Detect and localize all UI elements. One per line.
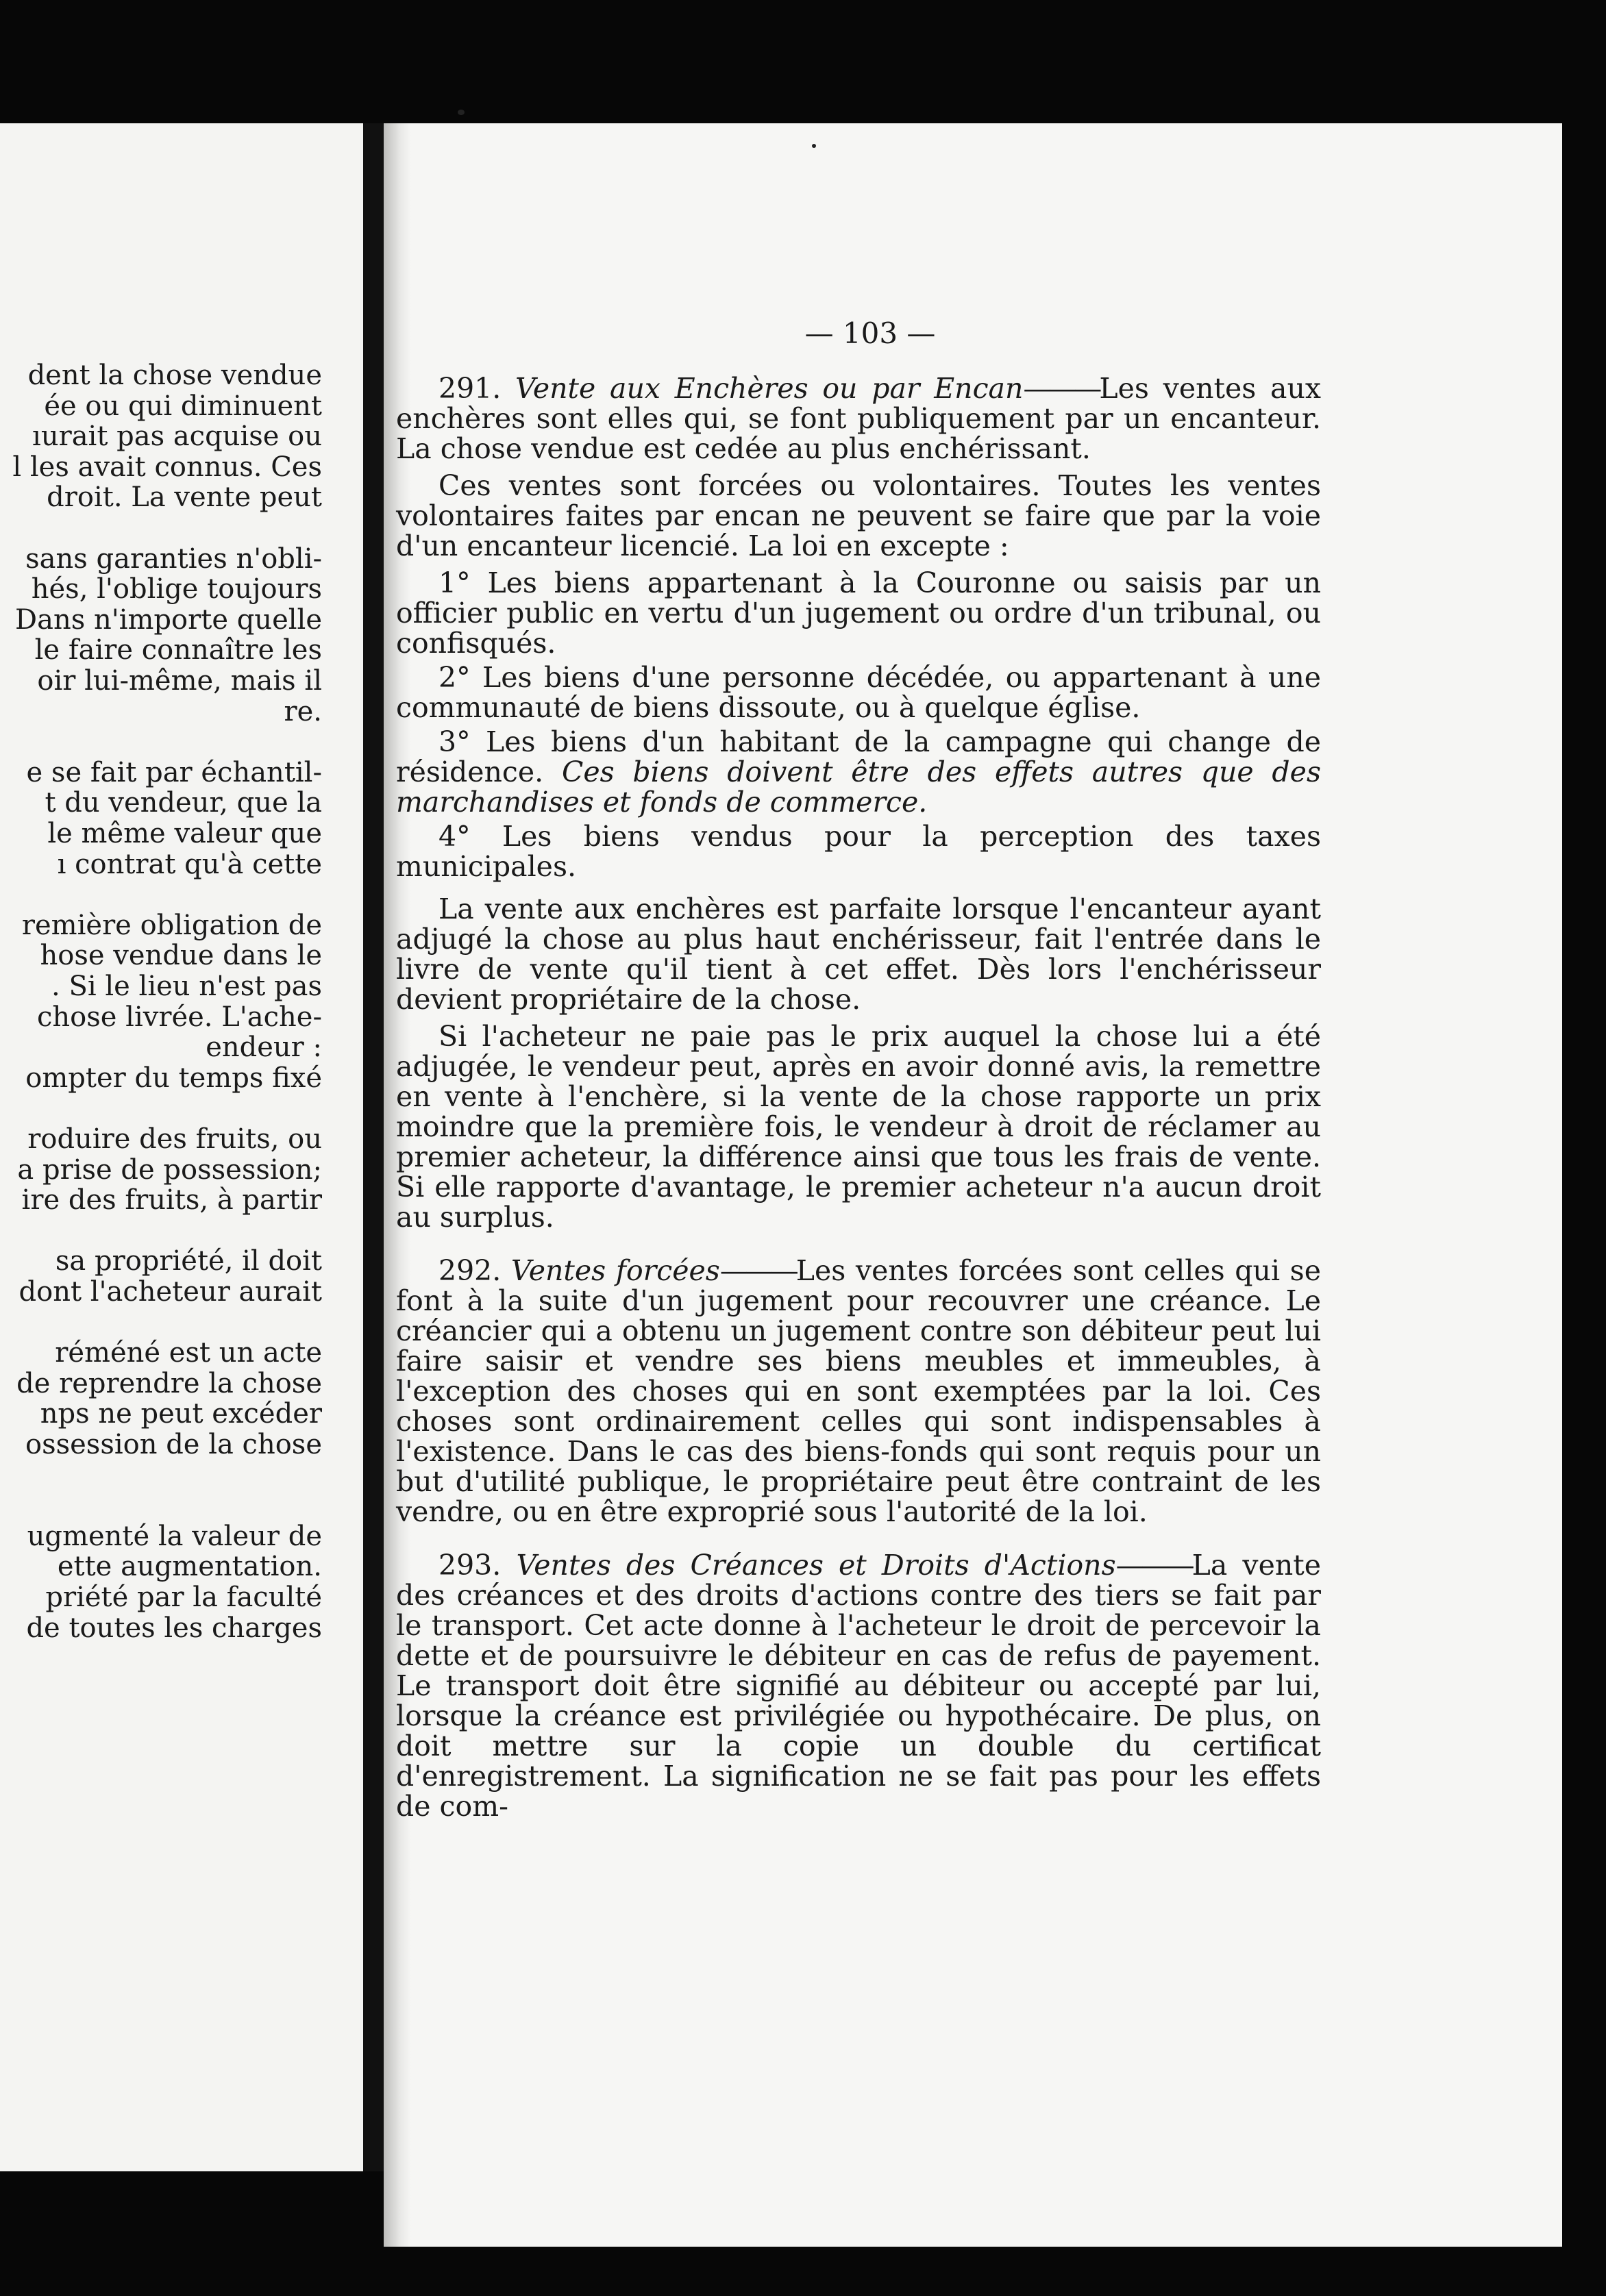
section-292-dash: ——— [719,1254,796,1287]
left-page-line: hés, l'oblige toujours [31,573,322,606]
book-spine [363,123,384,2171]
section-293-number: 293. [438,1549,502,1582]
left-page [0,123,363,2171]
left-page-line: ı contrat qu'à cette [57,848,322,880]
section-292-title: Ventes forcées [510,1254,720,1287]
section-291-title: Vente aux Enchères ou par Encan [515,372,1024,405]
section-291-item-2: 2° Les biens d'une personne décédée, ou appartenant à une communauté de biens dissoute, ou à quelque église. [396,661,1321,724]
section-292-paragraph [396,1256,1321,1527]
left-page-line: ugmenté la valeur de [27,1520,322,1552]
section-293-text: La vente des créances et des droits d'actions contre des tiers se fait par le transport. Cet acte donne à l'acheteur le droit de percevoir la dette et de poursuivre le débiteur en cas de refus de payement. Le transport doit être signifié au débiteur ou accepté par lui, lorsque la créance est privilégiée ou hypothécaire. De plus, on doit mettre sur la copie un double du certificat d'enregistrement. La signification ne se fait pas pour les effets de com- [396,1549,1321,1823]
section-291-paragraph-3: La vente aux enchères est parfaite lorsque l'encanteur ayant adjugé la chose au plus haut enchérisseur, fait l'entrée dans le livre de vente qu'il tient à cet effet. Dès lors l'enchérisseur devient propriétaire de la chose. [396,893,1321,1016]
left-page-line: oir lui-même, mais il [37,665,322,697]
left-page-line: sa propriété, il doit [55,1245,322,1277]
left-page-line: re. [284,695,322,727]
left-page-line: remière obligation de [21,909,322,941]
left-page-line: t du vendeur, que la [45,787,322,819]
section-291-text-1: Les ventes aux enchères sont elles qui, se font publiquement par un encanteur. La chose vendue est cedée au plus enchérissant. [396,372,1321,465]
left-page-line: endeur : [206,1032,322,1064]
left-page-line: ire des fruits, à partir [21,1184,322,1216]
left-page-line: le même valeur que [47,818,322,849]
left-page-line: e se fait par échantil- [26,756,322,788]
left-page-line: réméné est un acte [55,1337,322,1369]
left-page-line: ossession de la chose [25,1429,322,1460]
left-page-line: priété par la faculté [45,1582,322,1613]
section-291-paragraph-2: Ces ventes sont forcées ou volontaires. Toutes les ventes volontaires faites par encan ne peuvent se faire que par la voie d'un encanteur licencié. La loi en excepte : [396,469,1321,562]
left-page-line: dont l'acheteur aurait [18,1276,322,1308]
left-page-line: droit. La vente peut [47,482,322,514]
left-page-line: chose livrée. L'ache- [37,1001,322,1033]
section-292-text: Les ventes forcées sont celles qui se font à la suite d'un jugement pour recouvrer une créance. Le créancier qui a obtenu un jugement contre son débiteur peut lui faire saisir et vendre ses biens meubles et immeubles, à l'exception des choses qui en sont exemptées par la loi. Ces choses sont ordinairement celles qui sont indispensables à l'existence. Dans le cas des biens-fonds qui sont requis pour un but d'utilité publique, le propriétaire peut être contraint de les vendre, ou en être exproprié sous l'autorité de la loi. [396,1254,1321,1528]
section-291-item-3 [396,727,1321,817]
left-page-line: l les avait connus. Ces [12,451,322,483]
section-291-item-4: 4° Les biens vendus pour la perception des taxes municipales. [396,820,1321,883]
left-page-line: Dans n'importe quelle [15,603,322,636]
section-292-number: 292. [438,1254,502,1287]
dust-speck [458,110,465,115]
section-291-dash: ——— [1023,372,1100,405]
left-page-line: ıurait pas acquise ou [32,421,322,453]
left-page-line: hose vendue dans le [40,940,322,972]
left-page-line: ée ou qui diminuent [44,390,322,422]
left-page-line: nps ne peut excéder [40,1398,322,1430]
section-291-item-3-note: Ces biens doivent être des effets autres que des marchandises et fonds de commerce. [396,756,1321,819]
left-page-line: roduire des fruits, ou [27,1123,322,1155]
left-page-line: a prise de possession; [17,1153,322,1186]
section-291-paragraph-4: Si l'acheteur ne paie pas le prix auquel la chose lui a été adjugée, le vendeur peut, après en avoir donné avis, la remettre en vente à l'enchère, si la vente de la chose rapporte un prix moindre que la première fois, le vendeur à droit de réclamer au premier acheteur, la différence ainsi que tous les frais de vente. Si elle rapporte d'avantage, le premier acheteur n'a aucun droit au surplus. [396,1020,1321,1234]
section-291-paragraph-1 [396,373,1321,464]
section-291-item-3-text: 3° Les biens d'un habitant de la campagne qui change de résidence. [396,725,1321,788]
section-291-number: 291. [438,372,502,405]
left-page-line: ette augmentation. [57,1551,322,1583]
page-number: — 103 — [804,316,936,350]
page-body [396,373,1321,1828]
section-291-item-1: 1° Les biens appartenant à la Couronne ou saisis par un officier public en vertu d'un jugement ou ordre d'un tribunal, ou confisqués. [396,566,1321,660]
section-293-paragraph [396,1550,1321,1821]
left-page-line: de reprendre la chose [16,1367,322,1399]
left-page-line: ompter du temps fixé [25,1062,322,1094]
left-page-line: dent la chose vendue [27,360,322,391]
section-293-dash: ——— [1115,1549,1192,1582]
left-page-line: sans garanties n'obli- [25,542,322,575]
left-page-line: de toutes les charges [26,1612,322,1644]
left-page-line: . Si le lieu n'est pas [51,971,322,1002]
dust-speck [812,144,816,148]
left-page-line: le faire connaître les [34,634,322,666]
section-293-title: Ventes des Créances et Droits d'Actions [516,1549,1116,1582]
